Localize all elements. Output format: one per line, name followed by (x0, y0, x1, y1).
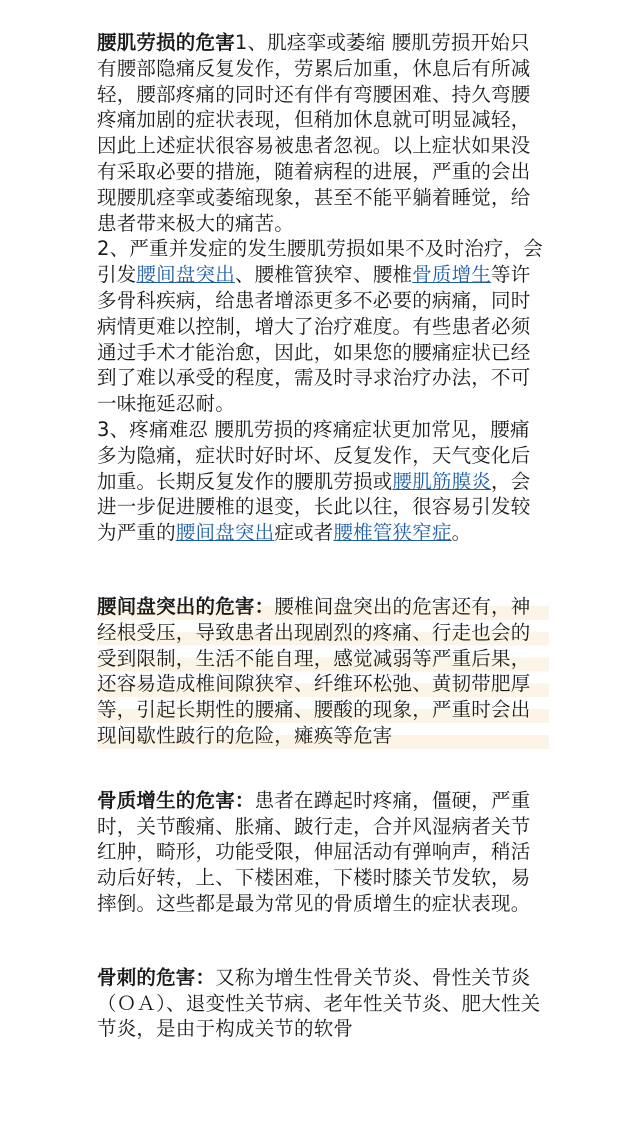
paragraph-text: ，会进一步促进腰椎的退变，长此以往，很容易引发较为严重的 (97, 469, 531, 545)
section-lumbar-strain-p1 (97, 30, 549, 236)
section-heading-disc-herniation: 腰间盘突出的危害： (97, 594, 275, 618)
paragraph-text: 2、严重并发症的发生腰肌劳损如果不及时治疗，会引发 (97, 237, 544, 287)
paragraph-text: 症或者 (274, 521, 334, 545)
section-bone-spur (97, 965, 549, 1042)
paragraph-text: 患者在蹲起时疼痛，僵硬，严重时，关节酸痛、胀痛、跛行走，合并风湿病者关节红肿，畸形，功能受限，伸屈活动有弹响声，稍活动后好转，上、下楼困难，下楼时膝关节发软，易摔倒。这些都是最为常见的骨质增生的症状表现。 (97, 788, 531, 915)
spacer (97, 749, 549, 788)
spacer (97, 917, 549, 965)
link-lumbar-spinal-stenosis[interactable]: 腰椎管狭窄症 (333, 521, 452, 545)
link-lumbar-fasciitis[interactable]: 腰肌筋膜炎 (392, 469, 492, 493)
paragraph-text: 。 (451, 521, 472, 545)
paragraph-text: 又称为增生性骨关节炎、骨性关节炎（ＯＡ）、退变性关节病、老年性关节炎、肥大性关节炎，是由于构成关节的软骨 (97, 965, 541, 1041)
section-lumbar-strain-p2 (97, 236, 549, 417)
section-heading-lumbar-strain: 腰肌劳损的危害 (97, 31, 235, 54)
spacer (97, 546, 549, 594)
watermark-fade (500, 1066, 620, 1136)
section-heading-bone-hyperplasia: 骨质增生的危害： (97, 788, 255, 812)
paragraph-text: 1、肌痉挛或萎缩 腰肌劳损开始只有腰部隐痛反复发作，劳累后加重，休息后有所减轻，腰部疼痛的同时还有伴有弯腰困难、持久弯腰疼痛加剧的症状表现，但稍加休息就可明显减轻，因此上述症状很容易被患者忽视。以上症状如果没有采取必要的措施，随着病程的进展，严重的会出现腰肌痉挛或萎缩现象，甚至不能平躺着睡觉，给患者带来极大的痛苦。 (97, 31, 531, 235)
paragraph-text: 等许多骨科疾病，给患者增添更多不必要的病痛，同时病情更难以控制，增大了治疗难度。有些患者必须通过手术才能治愈，因此，如果您的腰痛症状已经到了难以承受的程度，需及时寻求治疗办法，不可一味拖延忍耐。 (97, 263, 531, 416)
section-bone-hyperplasia (97, 788, 549, 917)
link-lumbar-disc-herniation-2[interactable]: 腰间盘突出 (175, 521, 275, 545)
paragraph-text: 腰椎间盘突出的危害还有，神经根受压，导致患者出现剧烈的疼痛、行走也会的受到限制，生活不能自理，感觉减弱等严重后果，还容易造成椎间隙狭窄、纤维环松弛、黄韧带肥厚等，引起长期性的腰痛、腰酸的现象，严重时会出现间歇性跛行的危险，瘫痪等危害 (97, 594, 531, 747)
paragraph-text: 3、疼痛难忍 腰肌劳损的疼痛症状更加常见，腰痛多为隐痛，症状时好时坏、反复发作，天气变化后加重。长期反复发作的腰肌劳损或 (97, 417, 531, 493)
link-lumbar-disc-herniation[interactable]: 腰间盘突出 (136, 263, 235, 287)
section-heading-bone-spur: 骨刺的危害： (97, 965, 216, 989)
section-disc-herniation (97, 594, 549, 749)
article-body (97, 30, 549, 1042)
section-lumbar-strain-p3 (97, 417, 549, 546)
link-bone-hyperplasia[interactable]: 骨质增生 (412, 263, 492, 287)
paragraph-text: 、腰椎管狭窄、腰椎 (234, 263, 413, 287)
